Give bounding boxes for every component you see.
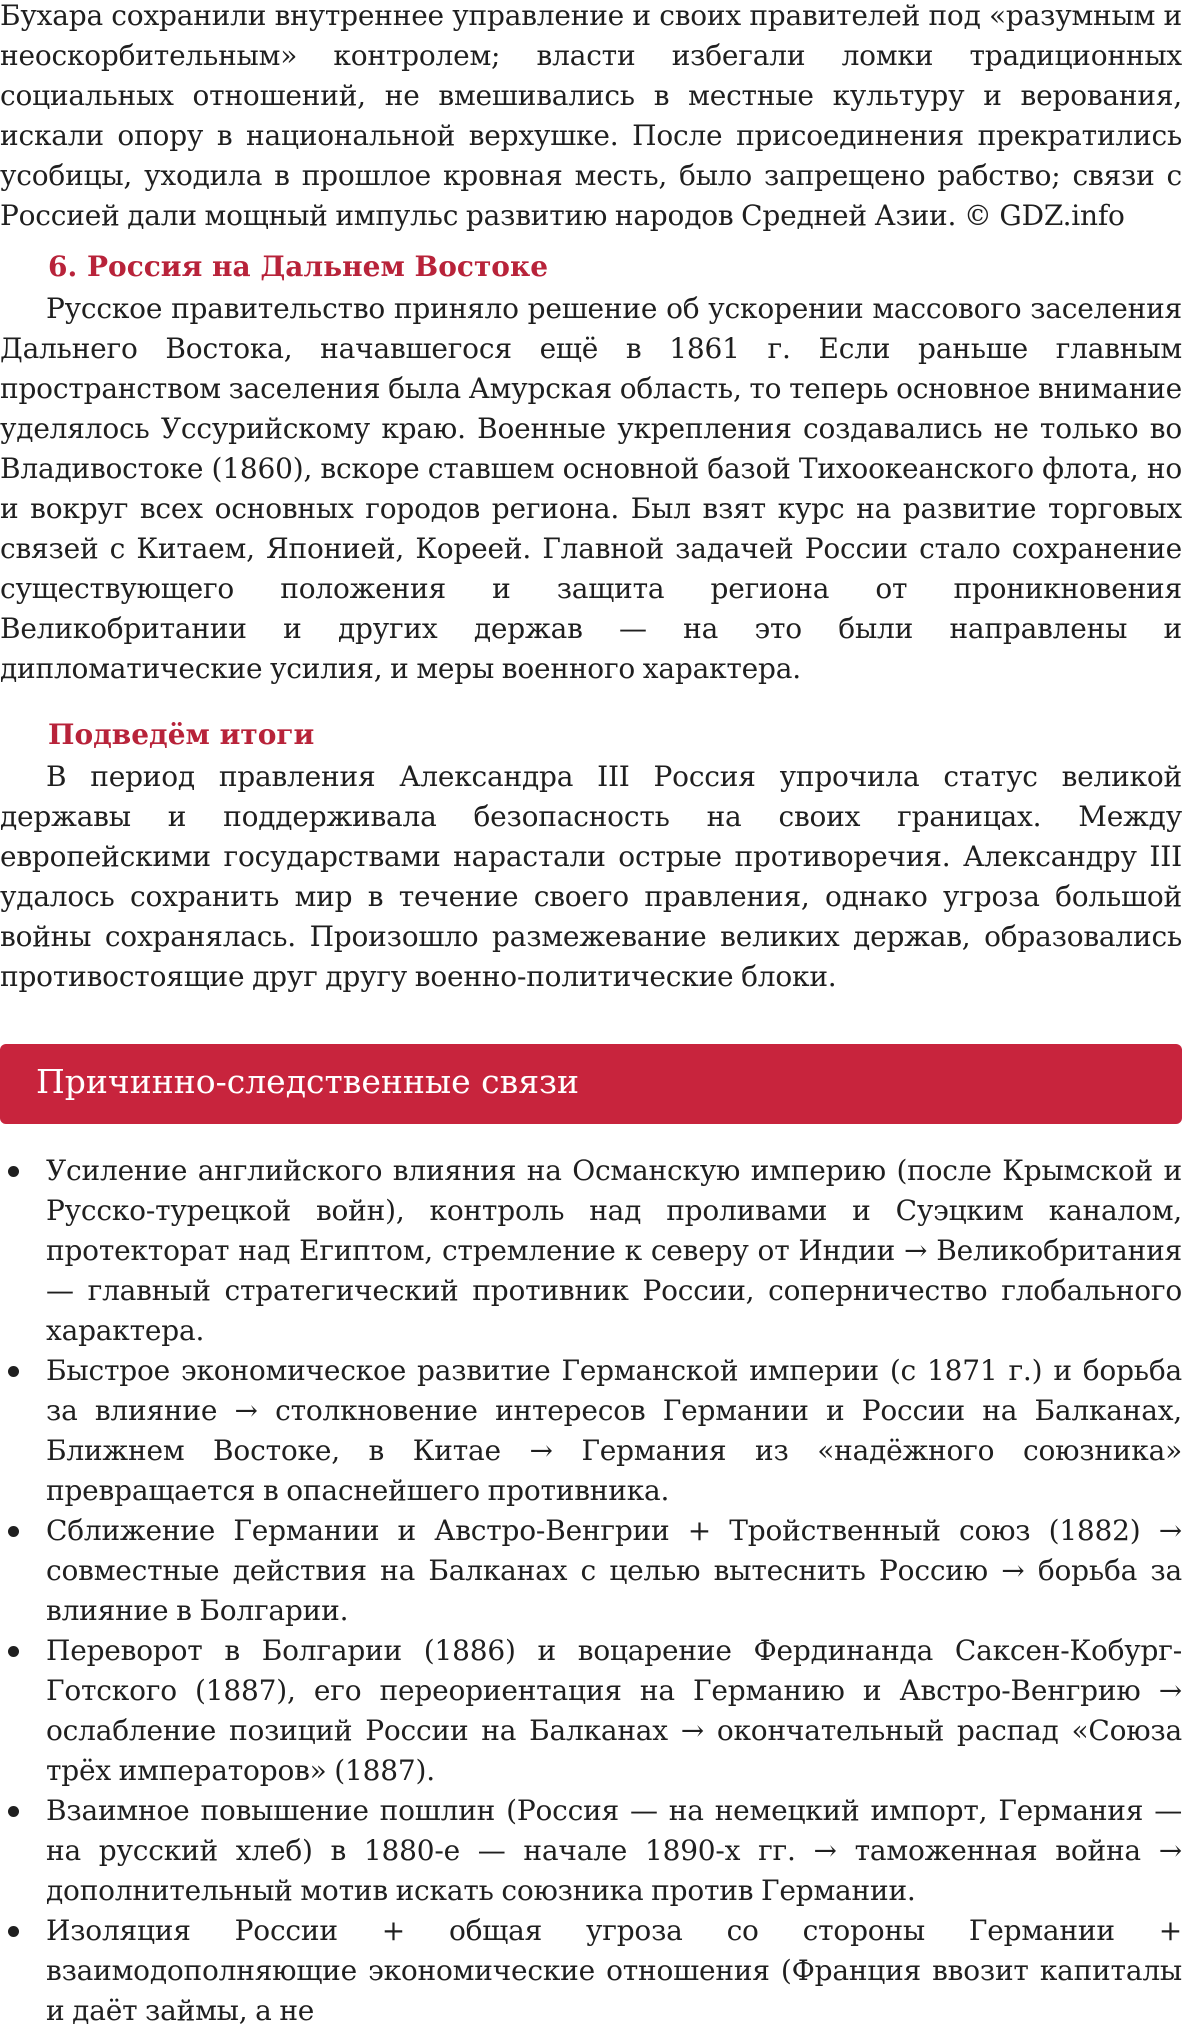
list-item-text: Сближение Германии и Австро-Венгрии + Тройственный союз (1882) → совместные действия на Балканах с целью вытеснить Россию → борьба за влияние в Болгарии.: [46, 1514, 1182, 1627]
bullet-icon: [8, 1926, 19, 1937]
list-item: [0, 1151, 1182, 1351]
list-item: [0, 1791, 1182, 1911]
bullet-icon: [8, 1526, 19, 1537]
list-item-text: Изоляция России + общая угроза со стороны Германии + взаимодополняющие экономические отношения (Франция ввозит капиталы и даёт займы, а не: [46, 1914, 1182, 2027]
summary-section: [0, 715, 1182, 997]
list-item-text: Взаимное повышение пошлин (Россия — на немецкий импорт, Германия — на русский хлеб) в 1880-е — начале 1890-х гг. → таможенная война → дополнительный мотив искать союзника против Германии.: [46, 1794, 1182, 1907]
bullet-icon: [8, 1166, 19, 1177]
section-6-heading: 6. Россия на Дальнем Востоке: [48, 250, 549, 283]
list-item-text: Переворот в Болгарии (1886) и воцарение Фердинанда Саксен-Кобург-Готского (1887), его переориентация на Германию и Австро-Венгрию → ослабление позиций России на Балканах → окончательный распад «Союза трёх императоров» (1887).: [46, 1634, 1182, 1787]
list-item: [0, 1631, 1182, 1791]
bullet-icon: [8, 1806, 19, 1817]
intro-block: [0, 0, 1182, 236]
causal-banner-title: Причинно-следственные связи: [36, 1062, 580, 1101]
summary-paragraph: В период правления Александра III Россия упрочила статус великой державы и поддерживала безопасность на своих границах. Между европейскими государствами нарастали острые противоречия. Александру III удалось сохранить мир в течение своего правления, однако угроза большой войны сохранялась. Произошло размежевание великих держав, образовались противостоящие друг другу военно-политические блоки.: [0, 760, 1182, 993]
list-item-text: Усиление английского влияния на Османскую империю (после Крымской и Русско-турецкой войн), контроль над проливами и Суэцким каналом, протекторат над Египтом, стремление к северу от Индии → Великобритания — главный стратегический противник России, соперничество глобального характера.: [46, 1154, 1182, 1347]
bullet-icon: [8, 1646, 19, 1657]
section-6-paragraph: Русское правительство приняло решение об ускорении массового заселения Дальнего Востока, начавшегося ещё в 1861 г. Если раньше главным пространством заселения была Амурская область, то теперь основное внимание уделялось Уссурийскому краю. Военные укрепления создавались не только во Владивостоке (1860), вскоре ставшем основной базой Тихоокеанского флота, но и вокруг всех основных городов региона. Был взят курс на развитие торговых связей с Китаем, Японией, Кореей. Главной задачей России стало сохранение существующего положения и защита региона от проникновения Великобритании и других держав — на это были направлены и дипломатические усилия, и меры военного характера.: [0, 292, 1182, 685]
list-item-text: Быстрое экономическое развитие Германской империи (с 1871 г.) и борьба за влияние → столкновение интересов Германии и России на Балканах, Ближнем Востоке, в Китае → Германия из «надёжного союзника» превращается в опаснейшего противника.: [46, 1354, 1182, 1507]
list-item: [0, 1351, 1182, 1511]
causal-banner: [0, 1044, 1182, 1124]
intro-paragraph: Бухара сохранили внутреннее управление и своих правителей под «разумным и неоскорбительным» контролем; власти избегали ломки традиционных социальных отношений, не вмешивались в местные культуру и верования, искали опору в национальной верхушке. После присоединения прекратились усобицы, уходила в прошлое кровная месть, было запрещено рабство; связи с Россией дали мощный импульс развитию народов Средней Азии. © GDZ.info: [0, 0, 1182, 232]
bullet-icon: [8, 1366, 19, 1377]
causal-list: [0, 1151, 1182, 2031]
summary-heading: Подведём итоги: [48, 718, 315, 751]
list-item: [0, 1911, 1182, 2031]
section-6: [0, 247, 1182, 689]
list-item: [0, 1511, 1182, 1631]
